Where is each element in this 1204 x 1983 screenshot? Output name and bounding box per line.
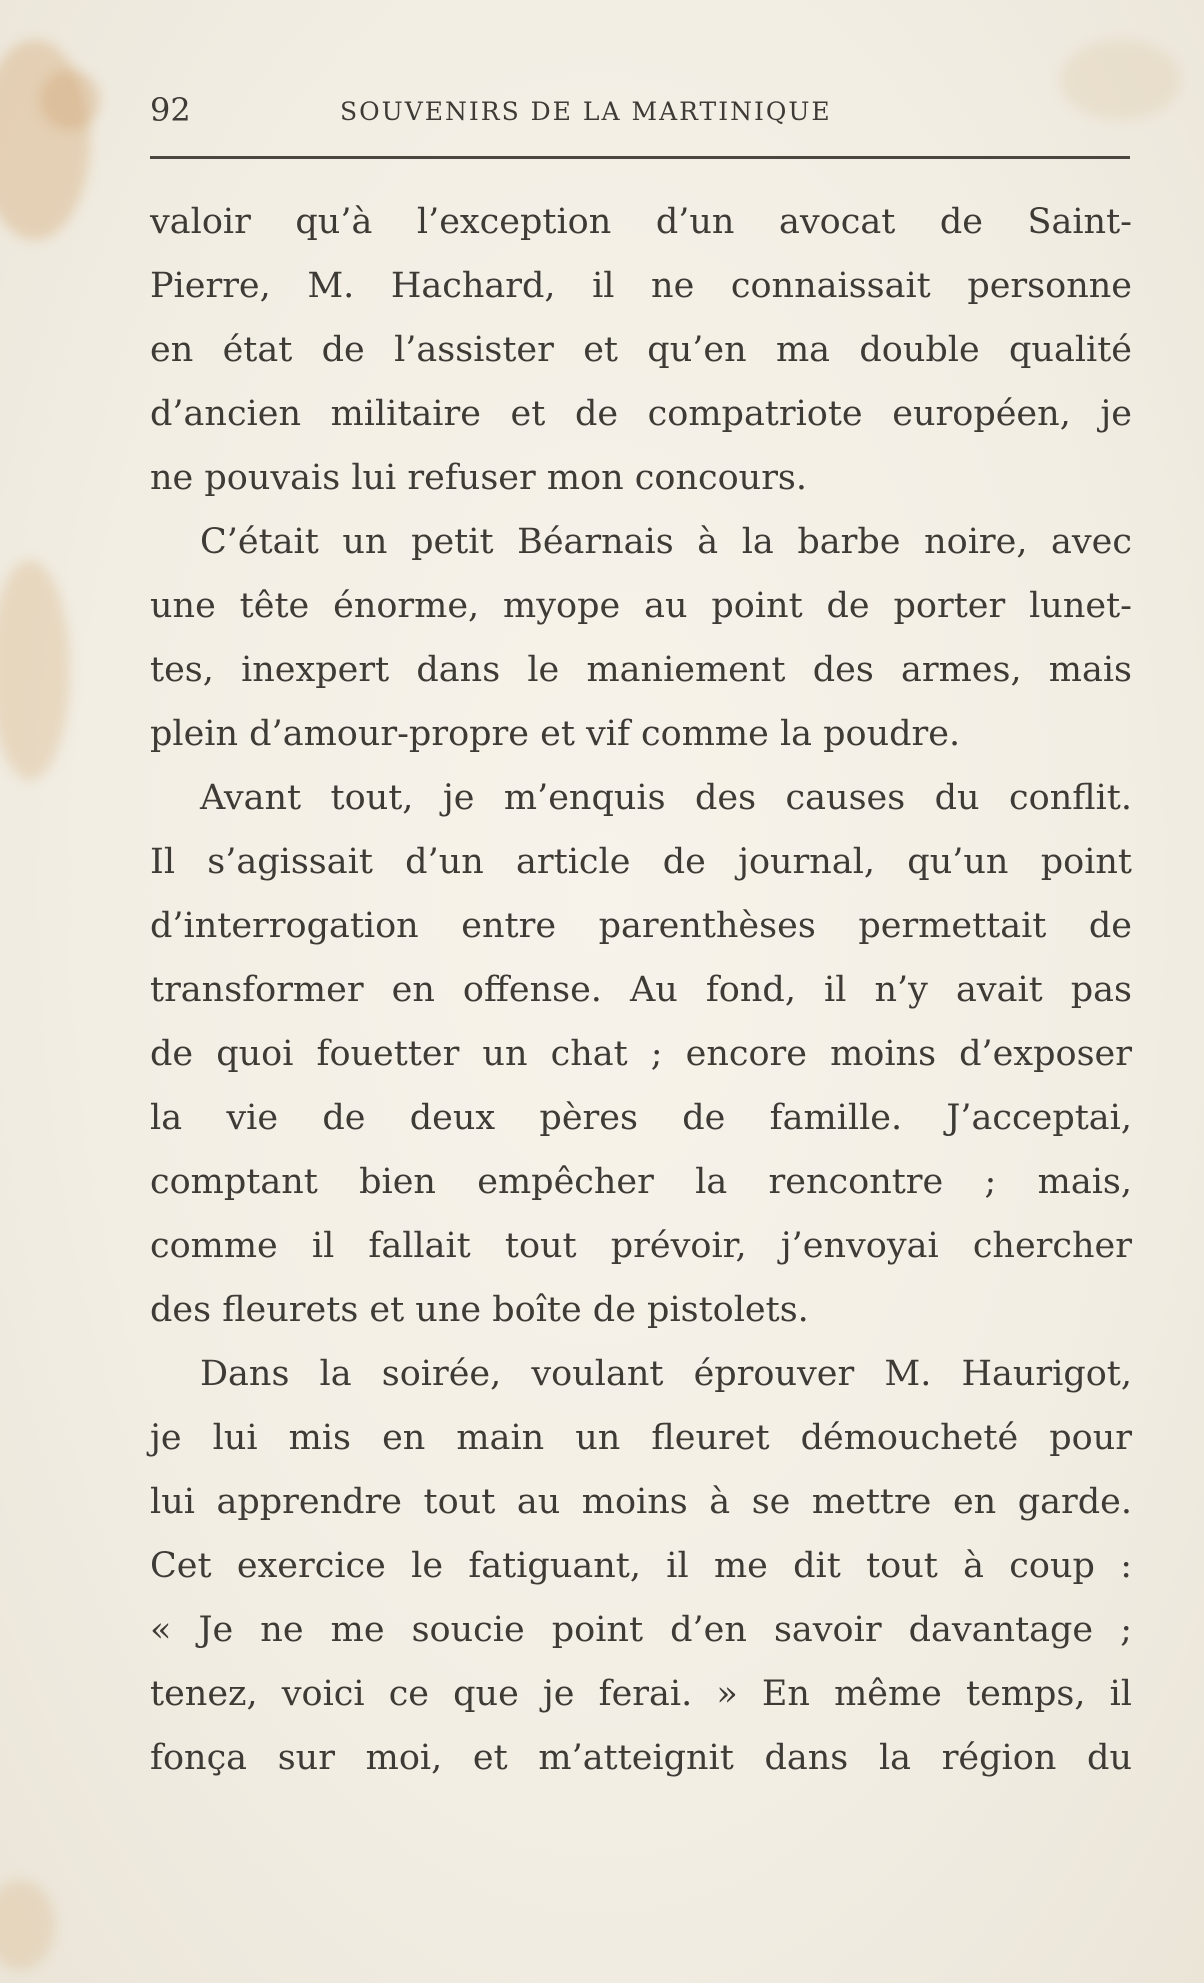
text-line: en état de l’assister et qu’en ma double qualité (150, 330, 1132, 370)
text-line: une tête énorme, myope au point de porter lunet- (150, 586, 1132, 626)
text-line: d’ancien militaire et de compatriote européen, je (150, 394, 1132, 434)
running-title: SOUVENIRS DE LA MARTINIQUE (340, 97, 832, 126)
text-line: Il s’agissait d’un article de journal, qu’un point (150, 842, 1132, 882)
text-line: de quoi fouetter un chat ; encore moins d’exposer (150, 1034, 1132, 1074)
text-line: valoir qu’à l’exception d’un avocat de Saint- (150, 202, 1132, 242)
text-line: lui apprendre tout au moins à se mettre en garde. (150, 1482, 1132, 1522)
text-line: fonça sur moi, et m’atteignit dans la région du (150, 1738, 1132, 1778)
text-line: Dans la soirée, voulant éprouver M. Haurigot, (200, 1354, 1132, 1394)
page-number: 92 (150, 91, 191, 129)
body-text (150, 190, 1132, 1790)
text-line: comme il fallait tout prévoir, j’envoyai chercher (150, 1226, 1132, 1266)
text-line: tenez, voici ce que je ferai. » En même temps, il (150, 1674, 1132, 1714)
text-line: d’interrogation entre parenthèses permettait de (150, 906, 1132, 946)
text-line: la vie de deux pères de famille. J’acceptai, (150, 1098, 1132, 1138)
text-line: « Je ne me soucie point d’en savoir davantage ; (150, 1610, 1132, 1650)
text-line: je lui mis en main un fleuret démoucheté pour (150, 1418, 1132, 1458)
text-line: tes, inexpert dans le maniement des armes, mais (150, 650, 1132, 690)
text-line: des fleurets et une boîte de pistolets. (150, 1290, 809, 1330)
paper-stain (0, 1880, 55, 1970)
text-line: comptant bien empêcher la rencontre ; mais, (150, 1162, 1132, 1202)
header-rule (150, 156, 1130, 159)
paper-stain (40, 70, 100, 130)
text-line: ne pouvais lui refuser mon concours. (150, 458, 808, 498)
text-line: Cet exercice le fatiguant, il me dit tout à coup : (150, 1546, 1132, 1586)
text-line: transformer en offense. Au fond, il n’y avait pas (150, 970, 1132, 1010)
text-line: plein d’amour-propre et vif comme la poudre. (150, 714, 961, 754)
text-line: C’était un petit Béarnais à la barbe noire, avec (200, 522, 1132, 562)
paper-stain (0, 560, 70, 780)
text-line: Pierre, M. Hachard, il ne connaissait personne (150, 266, 1132, 306)
page-header (150, 86, 1130, 134)
text-line: Avant tout, je m’enquis des causes du conflit. (200, 778, 1132, 818)
